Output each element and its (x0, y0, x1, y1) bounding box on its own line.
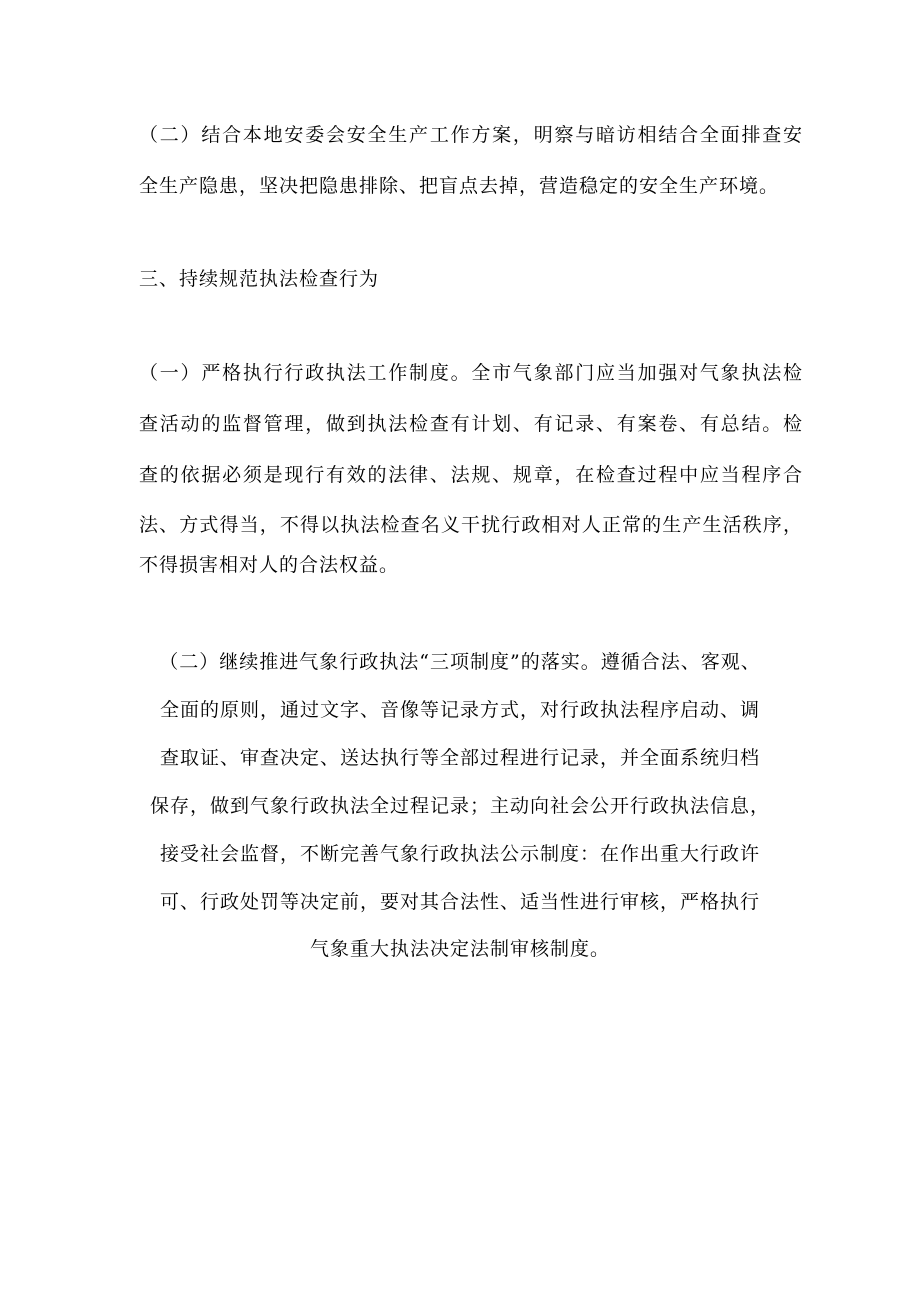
paragraph-safety-inspection (139, 123, 802, 147)
paragraph-line: 查的依据必须是现行有效的法律、法规、规章，在检查过程中应当程序合 (139, 464, 802, 486)
paragraph-line: 全面的原则，通过文字、音像等记录方式，对行政执法程序启动、调 (159, 699, 760, 721)
paragraph-line: 可、行政处罚等决定前，要对其合法性、适当性进行审核，严格执行 (159, 891, 760, 913)
paragraph-line: 全生产隐患，坚决把隐患排除、把盲点去掉，营造稳定的安全生产环境。 (139, 175, 780, 197)
section-heading: 三、持续规范执法检查行为 (139, 268, 380, 290)
paragraph-line: （二）继续推进气象行政执法“三项制度”的落实。遵循合法、客观、 (159, 651, 761, 673)
paragraph-line: 法、方式得当，不得以执法检查名义干扰行政相对人正常的生产生活秩序， (139, 514, 802, 536)
paragraph-line: （二）结合本地安委会安全生产工作方案，明察与暗访相结合全面排查安 (139, 124, 802, 146)
paragraph-line: 不得损害相对人的合法权益。 (139, 554, 400, 576)
paragraph-line: 接受社会监督，不断完善气象行政执法公示制度：在作出重大行政许 (159, 843, 760, 865)
paragraph-enforcement-system (139, 361, 802, 562)
paragraph-line: （一）严格执行行政执法工作制度。全市气象部门应当加强对气象执法检 (139, 362, 802, 384)
paragraph-line: 查活动的监督管理，做到执法检查有计划、有记录、有案卷、有总结。检 (139, 413, 802, 435)
paragraph-line: 保存，做到气象行政执法全过程记录；主动向社会公开行政执法信息， (149, 795, 770, 817)
paragraph-line: 查取证、审查决定、送达执行等全部过程进行记录，并全面系统归档 (159, 747, 760, 769)
paragraph-line: 气象重大执法决定法制审核制度。 (309, 938, 610, 960)
